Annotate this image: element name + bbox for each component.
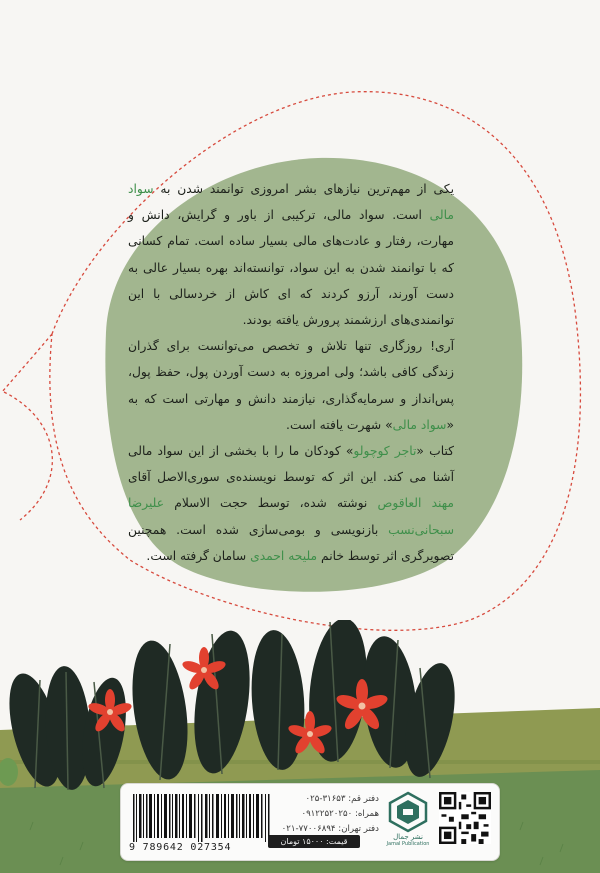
book-title: تاجر کوچولو — [353, 444, 417, 459]
paragraph-1-rest: است. سواد مالی، ترکیبی از باور و گرایش، دانش و مهارت، رفتار و عادت‌های مالی بسیار ساده است. تمام کسانی که با توانمند شدن به این سواد، توانسته‌اند بهره بسیار عالی به دست آورند، آرزو کردند که ای کاش از خردسالی با این توانمندی‌های ارزشمند پرورش یافته بودند. — [128, 208, 454, 328]
paragraph-1-text: یکی از مهم‌ترین نیازهای بشر امروزی توانمند شدن به — [160, 182, 454, 196]
isbn-barcode — [131, 794, 273, 842]
publisher-name: نشر جمال — [393, 833, 423, 841]
paragraph-3-mid2: نوشته شده، توسط حجت الاسلام — [174, 496, 368, 511]
paragraph-3-start: کتاب « — [416, 444, 455, 459]
barcode-panel — [120, 783, 500, 861]
paragraph-2-rest: » شهرت یافته است. — [286, 417, 393, 432]
paragraph-3-mid3: بازنویسی و بومی‌سازی شده است. همچنین تصویرگری اثر توسط خانم — [128, 522, 454, 563]
financial-literacy-highlight-2: سواد مالی — [392, 417, 447, 432]
back-cover-description — [128, 176, 454, 569]
paragraph-1 — [128, 176, 454, 333]
mobile-phone: همراه: ۰۹۱۲۲۵۲۰۲۵۰ — [301, 809, 379, 819]
paragraph-3-end: سامان گرفته است. — [146, 548, 247, 563]
qr-code-icon — [439, 792, 491, 844]
isbn-number: 9 789642 027354 — [129, 842, 232, 853]
paragraph-2-text: آری! روزگاری تنها تلاش و تخصص می‌توانست برای گذران زندگی کافی باشد؛ ولی امروزه به دست آوردن پول، حفظ پول، پس‌انداز و سرمایه‌گذاری، نیازمند دانش و مهارتی است که به « — [128, 339, 454, 432]
paragraph-3 — [128, 438, 454, 569]
publisher-logo — [381, 790, 435, 852]
paragraph-3-mid1: » کودکان ما را با بخشی از این سواد مالی آشنا می کند. این اثر که توسط نویسنده‌ی سوری‌الاصل آقای — [128, 444, 454, 485]
author-name: مهند العاقوص — [377, 496, 454, 511]
publisher-contact — [267, 792, 379, 837]
dashed-tail — [4, 392, 52, 520]
paragraph-2 — [128, 333, 454, 438]
adapter-name: علیرضا سبحانی‌نسب — [128, 496, 454, 537]
office-phone-2: دفتر تهران: ۷۷۰۰۶۸۹۴-۰۲۱ — [281, 824, 379, 834]
publisher-name-en: Jamal Publication — [386, 841, 430, 847]
financial-literacy-highlight: سواد مالی — [128, 182, 454, 223]
price-label: قیمت: ۱۵۰۰۰ تومان — [268, 835, 360, 848]
office-phone: دفتر قم: ۳۱۶۵۳-۰۲۵ — [305, 794, 379, 804]
illustrator-name: ملیحه احمدی — [250, 548, 318, 563]
publisher-emblem-icon — [381, 790, 435, 834]
